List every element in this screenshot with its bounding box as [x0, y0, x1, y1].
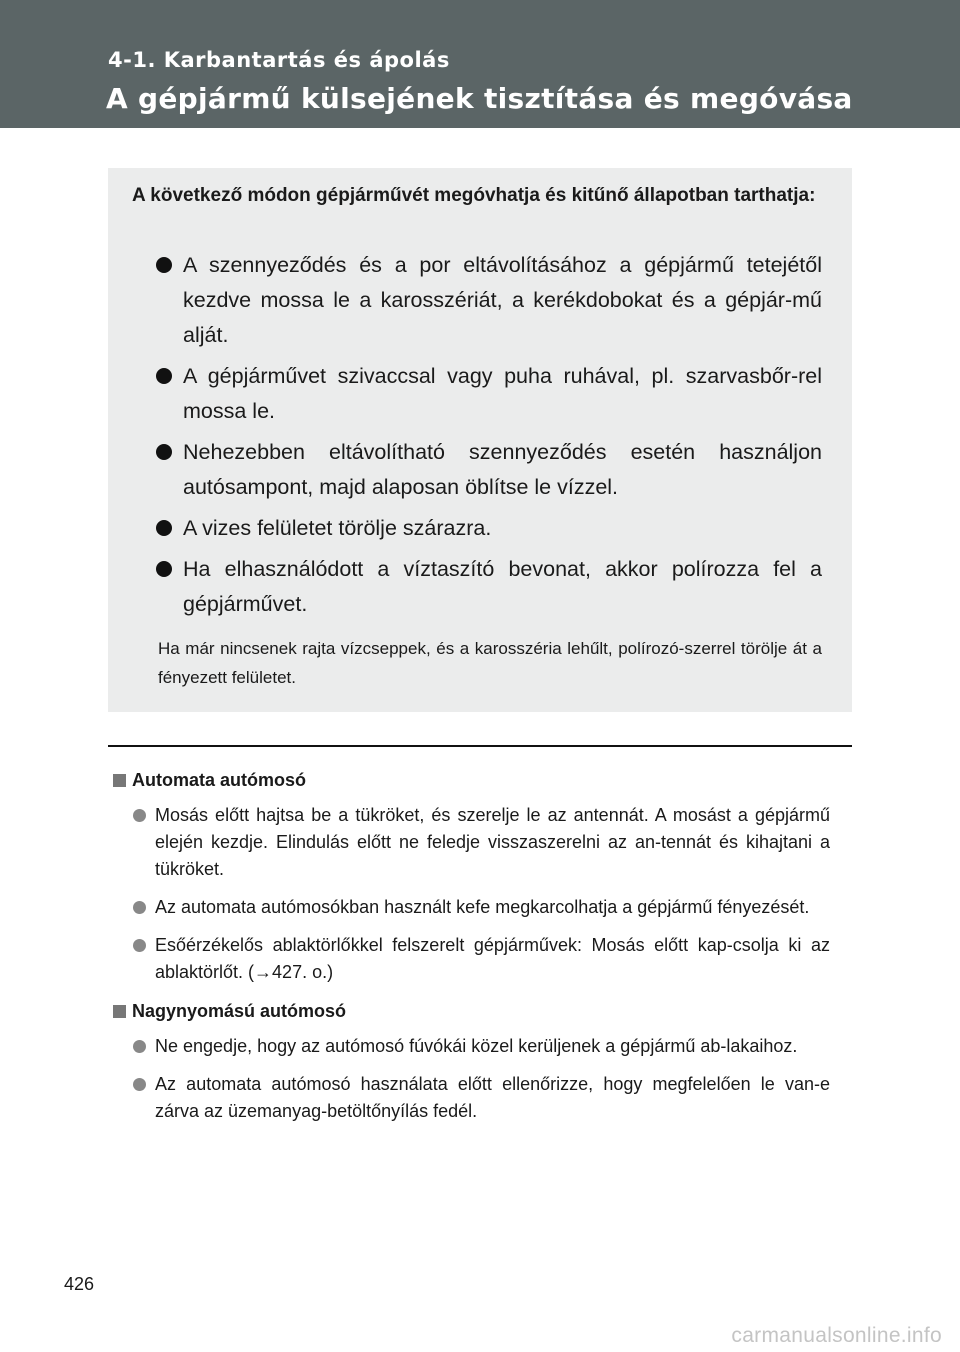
- intro-bullet: [156, 511, 822, 546]
- square-bullet-icon: [113, 1005, 126, 1018]
- list-item-text: Ne engedje, hogy az autómosó fúvókái közel kerüljenek a gépjármű ab-lakaihoz.: [155, 1036, 798, 1056]
- intro-bullet-text: Ha elhasználódott a víztaszító bevonat, akkor polírozza fel a gépjárművet.: [183, 557, 822, 616]
- intro-bullet-text: A szennyeződés és a por eltávolításához a gépjármű tetejétől kezdve mossa le a karosszériát, a kerékdobokat és a gépjár-mű alját.: [183, 253, 822, 347]
- list-item: [133, 802, 830, 883]
- intro-bullet: [156, 552, 822, 622]
- list-item-text: Az automata autómosókban használt kefe megkarcolhatja a gépjármű fényezését.: [155, 897, 810, 917]
- section-heading: [113, 766, 830, 794]
- intro-bullet-text: A vizes felületet törölje szárazra.: [183, 516, 492, 540]
- list-item: [133, 1033, 830, 1060]
- list-item-text: Az automata autómosó használata előtt ellenőrizze, hogy megfelelően le van-e zárva az üzemanyag-betöltőnyílás fedél.: [155, 1074, 830, 1121]
- bullet-icon: [133, 901, 146, 914]
- bullet-icon: [133, 809, 146, 822]
- list-item: [133, 932, 830, 986]
- intro-bullet-text: Nehezebben eltávolítható szennyeződés esetén használjon autósampont, majd alaposan öblítse le vízzel.: [183, 440, 822, 499]
- section-heading-text: Nagynyomású autómosó: [132, 1001, 347, 1021]
- intro-lead: A következő módon gépjárművét megóvhatja és kitűnő állapotban tarthatja:: [132, 185, 816, 206]
- bullet-icon: [156, 444, 172, 460]
- divider: [108, 745, 852, 747]
- section-heading-text: Automata autómosó: [132, 770, 307, 790]
- watermark: carmanualsonline.info: [731, 1324, 942, 1347]
- intro-bullet: [156, 359, 822, 429]
- intro-bullet-text: A gépjárművet szivaccsal vagy puha ruhával, pl. szarvasbőr-rel mossa le.: [183, 364, 822, 423]
- section-label: 4-1. Karbantartás és ápolás: [108, 48, 450, 72]
- bullet-icon: [156, 561, 172, 577]
- intro-bullet: [156, 248, 822, 353]
- bullet-icon: [156, 257, 172, 273]
- page-number: 426: [64, 1274, 95, 1294]
- page-header: [0, 0, 960, 128]
- list-item-text: Esőérzékelős ablaktörlőkkel felszerelt gépjárművek: Mosás előtt kap-csolja ki az ablaktörlőt. (→427. o.): [155, 935, 830, 982]
- bullet-icon: [133, 1078, 146, 1091]
- page-title: A gépjármű külsejének tisztítása és megóvása: [106, 82, 853, 115]
- list-item: [133, 894, 830, 921]
- bullet-icon: [156, 520, 172, 536]
- section-list: [113, 802, 830, 986]
- section-list: [113, 1033, 830, 1125]
- bullet-icon: [133, 1040, 146, 1053]
- list-item: [133, 1071, 830, 1125]
- square-bullet-icon: [113, 774, 126, 787]
- section-heading: [113, 997, 830, 1025]
- bullet-icon: [156, 368, 172, 384]
- notes-section: [113, 766, 830, 1136]
- intro-bullet: [156, 435, 822, 505]
- intro-bullet-list: [156, 248, 822, 628]
- intro-note: Ha már nincsenek rajta vízcseppek, és a karosszéria lehűlt, polírozó-szerrel törölje át a fényezett felületet.: [158, 639, 822, 687]
- bullet-icon: [133, 939, 146, 952]
- intro-box: [108, 168, 852, 712]
- list-item-text: Mosás előtt hajtsa be a tükröket, és szerelje le az antennát. A mosást a gépjármű elején kezdje. Elindulás előtt ne feledje visszaszerelni az an-tennát és kihajtani a tükröket.: [155, 805, 830, 879]
